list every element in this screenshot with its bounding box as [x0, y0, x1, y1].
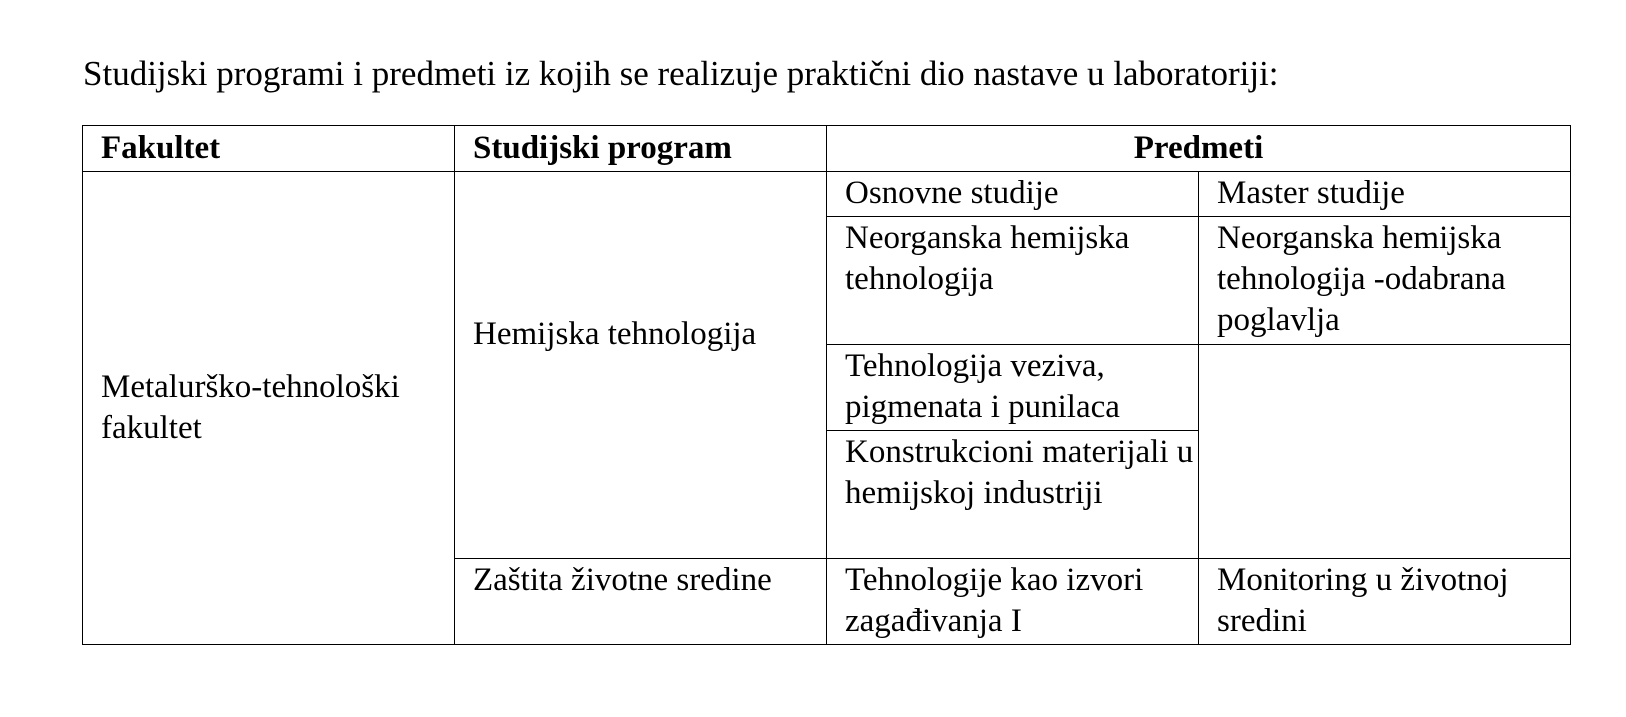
subheader-osnovne: Osnovne studije [827, 172, 1199, 217]
study-programs-table [82, 125, 1571, 645]
cell-program-zastita: Zaštita životne sredine [455, 559, 827, 645]
cell-osnovne-subject: Neorganska hemijska tehnologija [827, 217, 1199, 345]
cell-program-hemijska [455, 172, 827, 559]
cell-osnovne-subject: Tehnologije kao izvori zagađivanja I [827, 559, 1199, 645]
subheader-master: Master studije [1199, 172, 1571, 217]
cell-master-empty [1199, 345, 1571, 559]
header-row [83, 126, 1571, 172]
fakultet-name: Metalurško-tehnološki fakultet [101, 368, 400, 446]
header-studijski-program: Studijski program [455, 126, 827, 172]
cell-master-subject: Neorganska hemijska tehnologija -odabrana poglavlja [1199, 217, 1571, 345]
cell-master-subject: Monitoring u životnoj sredini [1199, 559, 1571, 645]
header-fakultet: Fakultet [83, 126, 455, 172]
header-predmeti: Predmeti [827, 126, 1571, 172]
cell-fakultet [83, 172, 455, 645]
cell-osnovne-subject: Konstrukcioni materijali u hemijskoj industriji [827, 431, 1199, 559]
intro-paragraph: Studijski programi i predmeti iz kojih se realizuje praktični dio nastave u laboratoriji: [83, 54, 1279, 93]
program-name: Hemijska tehnologija [473, 316, 757, 352]
cell-osnovne-subject: Tehnologija veziva, pigmenata i punilaca [827, 345, 1199, 431]
subheader-row [83, 172, 1571, 217]
